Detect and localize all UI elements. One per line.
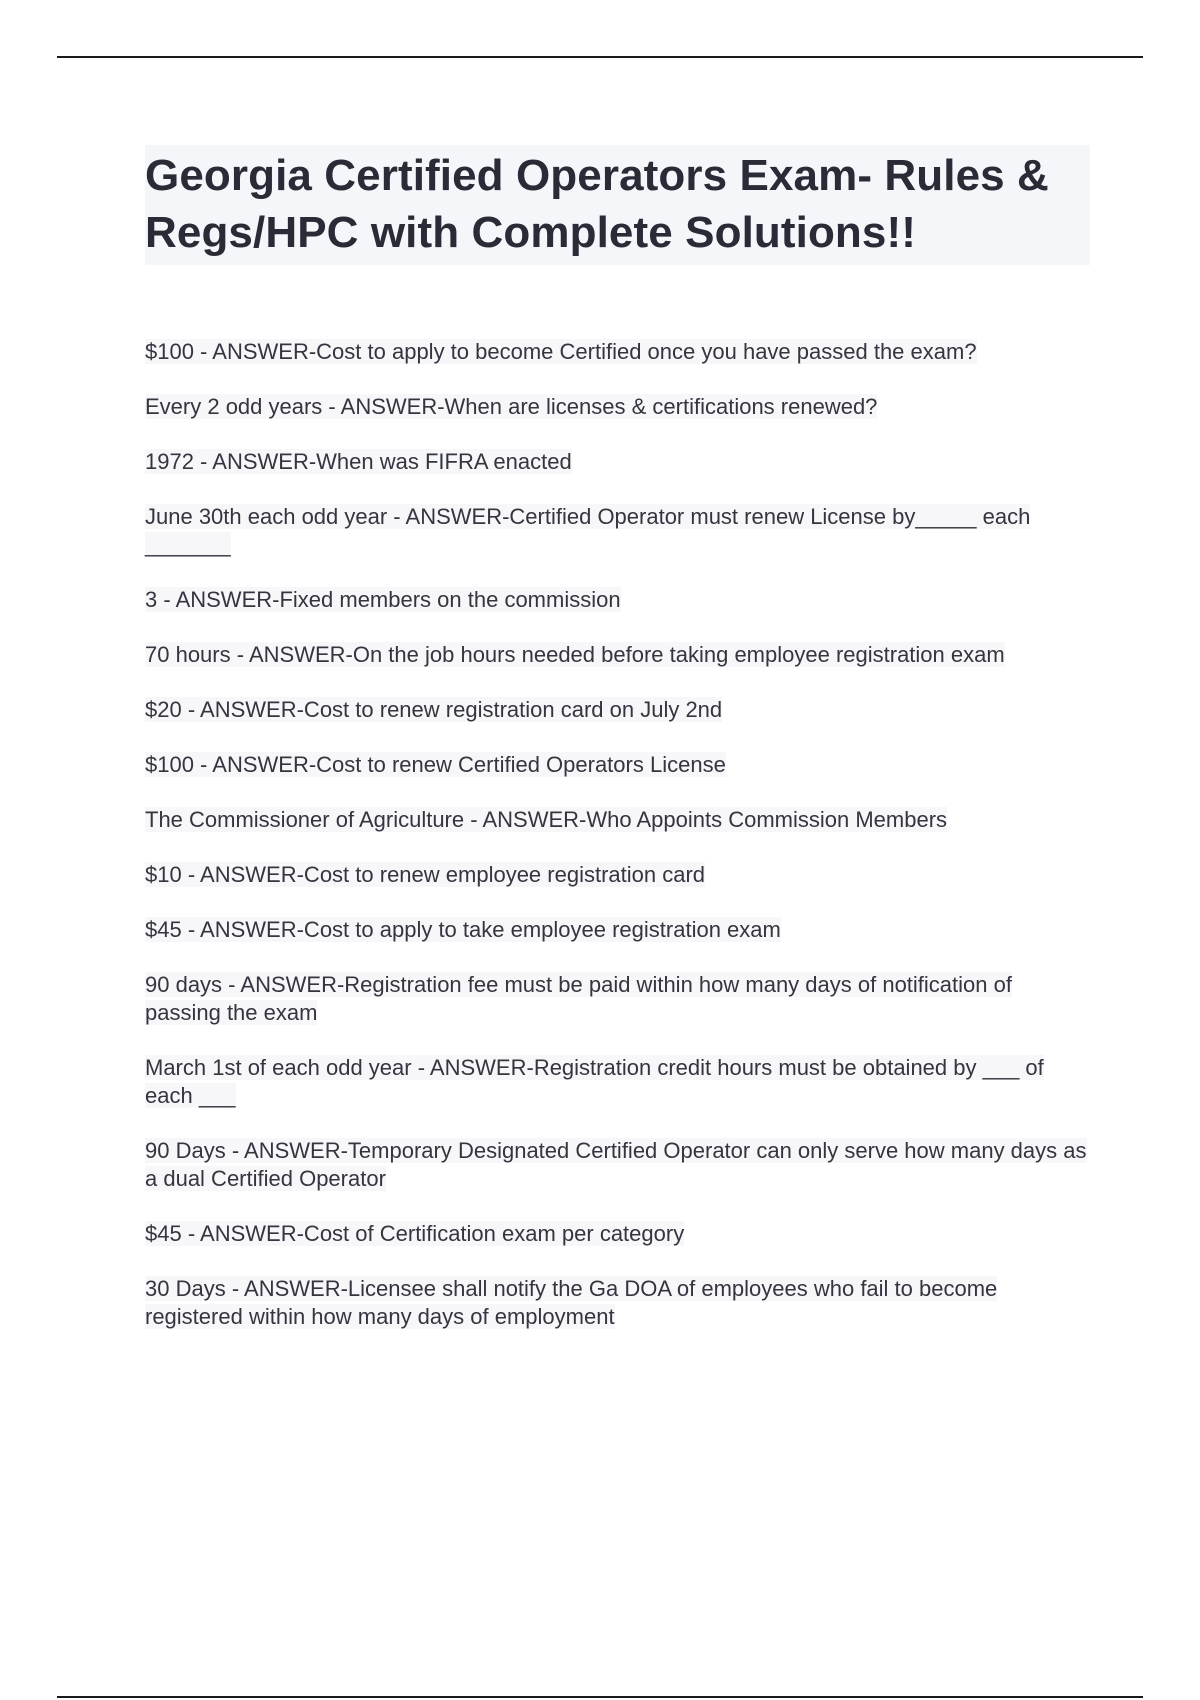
- list-item: [145, 696, 1090, 724]
- qa-text: $10 - ANSWER-Cost to renew employee registration card: [145, 862, 706, 887]
- bottom-rule: [57, 1696, 1143, 1698]
- qa-text: March 1st of each odd year - ANSWER-Registration credit hours must be obtained by ___ of each ___: [145, 1055, 1044, 1108]
- qa-text: 90 days - ANSWER-Registration fee must be paid within how many days of notification of passing the exam: [145, 972, 1012, 1025]
- list-item: [145, 916, 1090, 944]
- list-item: [145, 971, 1090, 1027]
- qa-text: 3 - ANSWER-Fixed members on the commission: [145, 587, 621, 612]
- list-item: [145, 861, 1090, 889]
- qa-text: 30 Days - ANSWER-Licensee shall notify the Ga DOA of employees who fail to become registered within how many days of employment: [145, 1276, 998, 1329]
- qa-text: 90 Days - ANSWER-Temporary Designated Certified Operator can only serve how many days as a dual Certified Operator: [145, 1138, 1087, 1191]
- document-title: Georgia Certified Operators Exam- Rules & Regs/HPC with Complete Solutions!!: [145, 151, 1049, 257]
- list-item: [145, 806, 1090, 834]
- list-item: [145, 1220, 1090, 1248]
- list-item: [145, 1054, 1090, 1110]
- list-item: [145, 641, 1090, 669]
- qa-text: June 30th each odd year - ANSWER-Certified Operator must renew License by_____ each _______: [145, 504, 1031, 557]
- title-block: [145, 145, 1090, 265]
- qa-text: Every 2 odd years - ANSWER-When are licenses & certifications renewed?: [145, 394, 878, 419]
- qa-text: 1972 - ANSWER-When was FIFRA enacted: [145, 449, 572, 474]
- list-item: [145, 751, 1090, 779]
- list-item: [145, 448, 1090, 476]
- list-item: [145, 393, 1090, 421]
- list-item: [145, 1137, 1090, 1193]
- list-item: [145, 1275, 1090, 1331]
- qa-text: 70 hours - ANSWER-On the job hours needed before taking employee registration exam: [145, 642, 1005, 667]
- qa-text: $100 - ANSWER-Cost to renew Certified Operators License: [145, 752, 726, 777]
- list-item: [145, 503, 1090, 559]
- top-rule: [57, 56, 1143, 58]
- qa-list: [145, 338, 1090, 1358]
- qa-text: $100 - ANSWER-Cost to apply to become Certified once you have passed the exam?: [145, 339, 977, 364]
- qa-text: $45 - ANSWER-Cost to apply to take employee registration exam: [145, 917, 781, 942]
- qa-text: $45 - ANSWER-Cost of Certification exam per category: [145, 1221, 685, 1246]
- qa-text: The Commissioner of Agriculture - ANSWER-Who Appoints Commission Members: [145, 807, 948, 832]
- list-item: [145, 586, 1090, 614]
- list-item: [145, 338, 1090, 366]
- qa-text: $20 - ANSWER-Cost to renew registration card on July 2nd: [145, 697, 723, 722]
